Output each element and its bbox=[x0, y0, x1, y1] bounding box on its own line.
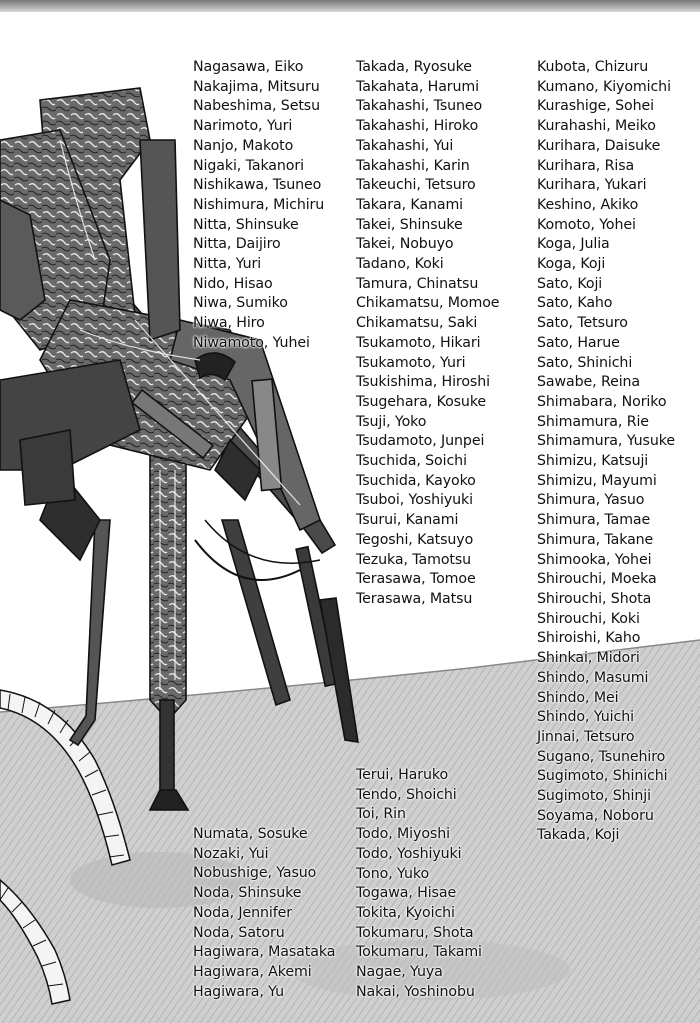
credit-name: Nido, Hisao bbox=[193, 275, 273, 292]
credit-name: Nishikawa, Tsuneo bbox=[193, 177, 322, 194]
credit-name: Tokumaru, Takami bbox=[356, 944, 482, 961]
credits-column-2-top bbox=[356, 58, 499, 610]
credit-name: Nishimura, Michiru bbox=[193, 196, 325, 213]
credit-name: Niwa, Sumiko bbox=[193, 295, 288, 312]
credit-name: Tezuka, Tamotsu bbox=[356, 551, 472, 568]
credit-name: Sato, Harue bbox=[537, 334, 620, 351]
credit-name: Nagasawa, Eiko bbox=[193, 59, 304, 75]
credit-name: Sugimoto, Shinichi bbox=[537, 768, 668, 785]
credit-name: Kurahashi, Meiko bbox=[537, 118, 656, 135]
credit-name: Tokita, Kyoichi bbox=[356, 904, 455, 921]
credit-name: Shindo, Mei bbox=[537, 689, 619, 706]
credit-name: Nakajima, Mitsuru bbox=[193, 78, 320, 95]
credit-name: Takeuchi, Tetsuro bbox=[356, 177, 476, 194]
credit-name: Nigaki, Takanori bbox=[193, 157, 304, 174]
credit-name: Komoto, Yohei bbox=[537, 216, 636, 233]
credit-name: Nozaki, Yui bbox=[193, 845, 269, 862]
credit-name: Sugano, Tsunehiro bbox=[537, 748, 666, 765]
credit-name: Shimizu, Mayumi bbox=[537, 472, 657, 489]
credit-name: Niwa, Hiro bbox=[193, 315, 265, 332]
credit-name: Tsuchida, Soichi bbox=[356, 453, 467, 470]
credit-name: Terasawa, Tomoe bbox=[356, 571, 476, 588]
credit-name: Takada, Koji bbox=[537, 827, 620, 844]
credit-name: Noda, Shinsuke bbox=[193, 885, 302, 902]
credit-name: Nitta, Daijiro bbox=[193, 236, 281, 253]
credit-name: Keshino, Akiko bbox=[537, 196, 639, 213]
credit-name: Nitta, Shinsuke bbox=[193, 216, 299, 233]
credit-name: Takahashi, Hiroko bbox=[356, 118, 479, 135]
credit-name: Koga, Julia bbox=[537, 236, 610, 253]
credit-name: Takahashi, Karin bbox=[356, 157, 470, 174]
credit-name: Todo, Yoshiyuki bbox=[356, 845, 462, 862]
credit-name: Kurihara, Risa bbox=[537, 157, 635, 174]
credits-column-2-bottom bbox=[356, 766, 482, 1002]
credit-name: Shirouchi, Moeka bbox=[537, 571, 657, 588]
credit-name: Nabeshima, Setsu bbox=[193, 98, 320, 115]
credit-name: Nitta, Yuri bbox=[193, 256, 262, 273]
credit-name: Jinnai, Tetsuro bbox=[537, 728, 635, 745]
credit-name: Niwamoto, Yuhei bbox=[193, 334, 310, 351]
credit-name: Soyama, Noboru bbox=[537, 807, 654, 824]
credit-name: Nanjo, Makoto bbox=[193, 137, 294, 154]
credit-name: Tokumaru, Shota bbox=[356, 924, 474, 941]
credit-name: Shimura, Yasuo bbox=[537, 492, 645, 509]
credit-name: Shimura, Tamae bbox=[537, 512, 651, 529]
credit-name: Takei, Nobuyo bbox=[356, 236, 454, 253]
credit-name: Shiroishi, Kaho bbox=[537, 630, 641, 647]
credit-name: Noda, Jennifer bbox=[193, 904, 293, 921]
credit-name: Hagiwara, Yu bbox=[193, 983, 284, 1000]
credit-name: Takahashi, Tsuneo bbox=[356, 98, 483, 115]
credit-name: Tsudamoto, Junpei bbox=[356, 433, 485, 450]
credit-name: Tsugehara, Kosuke bbox=[356, 393, 487, 410]
credit-name: Tsukishima, Hiroshi bbox=[356, 374, 490, 391]
credit-name: Tono, Yuko bbox=[356, 865, 430, 882]
credit-name: Takahata, Harumi bbox=[356, 78, 479, 95]
credit-name: Kurashige, Sohei bbox=[537, 98, 654, 115]
credit-name: Shimura, Takane bbox=[537, 531, 654, 548]
credit-name: Takahashi, Yui bbox=[356, 137, 454, 154]
credit-name: Takei, Shinsuke bbox=[356, 216, 463, 233]
credit-name: Terui, Haruko bbox=[356, 767, 449, 783]
credit-name: Kurihara, Yukari bbox=[537, 177, 647, 194]
credit-name: Hagiwara, Masataka bbox=[193, 944, 336, 961]
credit-name: Takara, Kanami bbox=[356, 196, 464, 213]
credit-name: Tsuji, Yoko bbox=[356, 413, 427, 430]
credit-name: Sato, Kaho bbox=[537, 295, 613, 312]
credit-name: Numata, Sosuke bbox=[193, 826, 308, 842]
credit-name: Shimamura, Yusuke bbox=[537, 433, 675, 450]
credit-name: Kurihara, Daisuke bbox=[537, 137, 661, 154]
credit-name: Tsukamoto, Hikari bbox=[356, 334, 481, 351]
credit-name: Takada, Ryosuke bbox=[356, 59, 472, 75]
credit-name: Todo, Miyoshi bbox=[356, 826, 450, 843]
credit-name: Nobushige, Yasuo bbox=[193, 865, 317, 882]
credit-name: Tegoshi, Katsuyo bbox=[356, 531, 474, 548]
credit-name: Sato, Koji bbox=[537, 275, 603, 292]
credit-name: Kumano, Kiyomichi bbox=[537, 78, 671, 95]
credit-name: Koga, Koji bbox=[537, 256, 606, 273]
credit-name: Sugimoto, Shinji bbox=[537, 788, 651, 805]
credit-name: Sato, Tetsuro bbox=[537, 315, 628, 332]
credit-name: Kubota, Chizuru bbox=[537, 59, 649, 75]
credits-column-1-top bbox=[193, 58, 324, 354]
credit-name: Sawabe, Reina bbox=[537, 374, 641, 391]
credit-name: Togawa, Hisae bbox=[356, 885, 457, 902]
credit-name: Nakai, Yoshinobu bbox=[356, 983, 475, 1000]
credit-name: Toi, Rin bbox=[356, 806, 406, 823]
credit-name: Chikamatsu, Saki bbox=[356, 315, 478, 332]
credit-name: Nagae, Yuya bbox=[356, 964, 443, 981]
credit-name: Hagiwara, Akemi bbox=[193, 963, 312, 980]
credit-name: Noda, Satoru bbox=[193, 924, 285, 941]
credit-name: Shirouchi, Koki bbox=[537, 610, 640, 627]
credit-name: Tadano, Koki bbox=[356, 256, 444, 273]
page-top-shadow bbox=[0, 0, 700, 12]
credit-name: Shimooka, Yohei bbox=[537, 551, 652, 568]
credit-name: Shirouchi, Shota bbox=[537, 590, 652, 607]
credit-name: Tamura, Chinatsu bbox=[356, 275, 479, 292]
credit-name: Terasawa, Matsu bbox=[356, 590, 473, 607]
credit-name: Shimamura, Rie bbox=[537, 413, 649, 430]
credit-name: Shimabara, Noriko bbox=[537, 393, 667, 410]
credit-name: Shimizu, Katsuji bbox=[537, 453, 649, 470]
credit-name: Tsuboi, Yoshiyuki bbox=[356, 492, 473, 509]
credits-column-3 bbox=[537, 58, 675, 846]
credit-name: Tsurui, Kanami bbox=[356, 512, 459, 529]
credit-name: Narimoto, Yuri bbox=[193, 118, 293, 135]
credit-name: Tsukamoto, Yuri bbox=[356, 354, 466, 371]
credit-name: Shinkai, Midori bbox=[537, 650, 640, 667]
credit-name: Tendo, Shoichi bbox=[356, 786, 457, 803]
credit-name: Shindo, Masumi bbox=[537, 669, 649, 686]
credit-name: Shindo, Yuichi bbox=[537, 709, 634, 726]
credit-name: Tsuchida, Kayoko bbox=[356, 472, 476, 489]
credits-column-1-bottom bbox=[193, 825, 335, 1002]
credit-name: Sato, Shinichi bbox=[537, 354, 633, 371]
credit-name: Chikamatsu, Momoe bbox=[356, 295, 500, 312]
